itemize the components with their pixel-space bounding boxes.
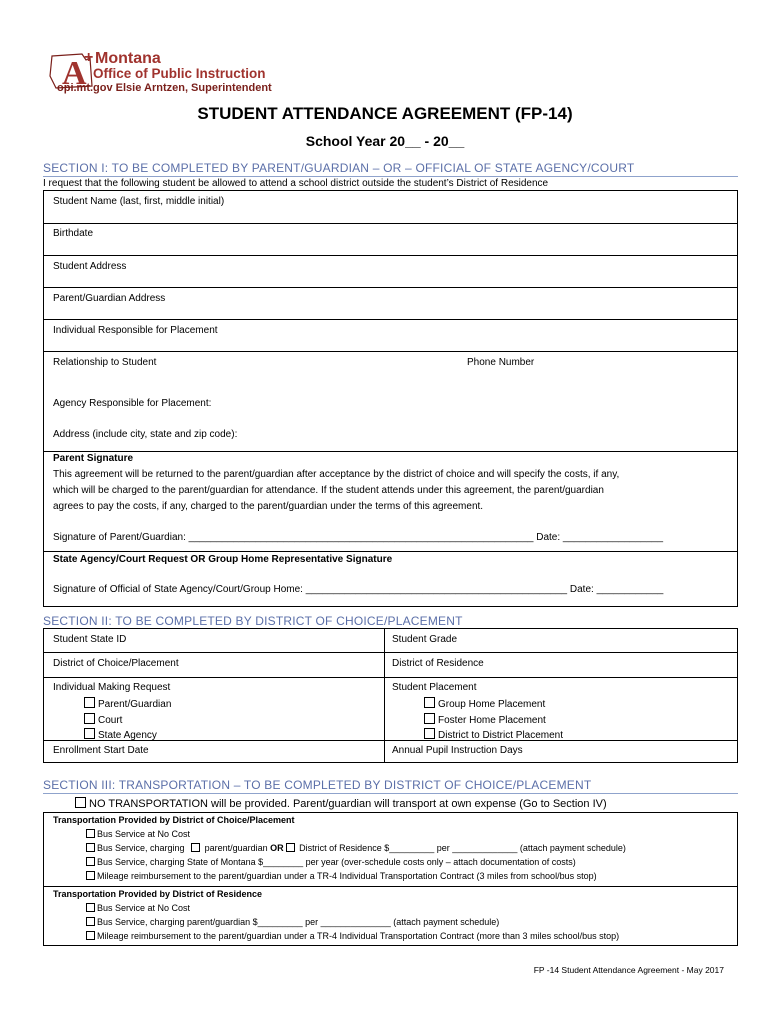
checkbox-icon[interactable]: [86, 931, 95, 940]
checkbox-icon[interactable]: [84, 697, 95, 708]
checkbox-icon[interactable]: [84, 728, 95, 739]
checkbox-icon[interactable]: [424, 697, 435, 708]
student-name-field[interactable]: Student Name (last, first, middle initial): [53, 196, 225, 207]
checkbox-icon[interactable]: [86, 829, 95, 838]
student-placement-label: Student Placement: [392, 682, 477, 693]
page-footer: FP -14 Student Attendance Agreement - May 2017: [533, 965, 724, 975]
checkbox-icon[interactable]: [86, 843, 95, 852]
district-residence-field[interactable]: District of Residence: [392, 658, 484, 669]
section2-heading: SECTION II: TO BE COMPLETED BY DISTRICT OF CHOICE/PLACEMENT: [43, 614, 463, 628]
student-state-id-field[interactable]: Student State ID: [53, 634, 127, 645]
section3-form: [43, 812, 738, 946]
parent-signature-text3: agrees to pay the costs, if any, charged to the parent/guardian under the terms of this agreement.: [53, 501, 484, 512]
request-option-agency[interactable]: State Agency: [84, 728, 157, 741]
logo-line1: Montana: [95, 50, 161, 67]
agency-address-field[interactable]: Address (include city, state and zip code):: [53, 429, 238, 440]
school-year: School Year 20__ - 20__: [305, 133, 465, 149]
request-option-parent[interactable]: Parent/Guardian: [84, 697, 171, 710]
district-choice-field[interactable]: District of Choice/Placement: [53, 658, 179, 669]
parent-signature-text2: which will be charged to the parent/guardian for attendance. If the student attends under this agreement, the parent/guardian: [53, 485, 604, 496]
placement-option-district[interactable]: District to District Placement: [424, 728, 563, 741]
checkbox-icon[interactable]: [86, 903, 95, 912]
checkbox-icon[interactable]: [86, 871, 95, 880]
phone-field[interactable]: Phone Number: [467, 357, 535, 368]
choice-opt-charging[interactable]: Bus Service, charging parent/guardian OR District of Residence $_________ per _____________ (attach payment schedule): [86, 843, 626, 853]
logo-line3: opi.mt.gov Elsie Arntzen, Superintendent: [57, 82, 272, 94]
parent-signature-line[interactable]: Signature of Parent/Guardian: ______________________________________________________________ Date: __________________: [53, 532, 664, 543]
enrollment-start-field[interactable]: Enrollment Start Date: [53, 745, 149, 756]
student-grade-field[interactable]: Student Grade: [392, 634, 458, 645]
section3-rule: [43, 793, 738, 794]
res-opt-mileage[interactable]: Mileage reimbursement to the parent/guardian under a TR-4 Individual Transportation Contract (more than 3 miles school/bus stop): [86, 931, 619, 941]
birthdate-field[interactable]: Birthdate: [53, 228, 94, 239]
parent-signature-text1: This agreement will be returned to the parent/guardian after acceptance by the district of choice and will specify the costs, if any,: [53, 469, 620, 480]
choice-transport-heading: Transportation Provided by District of Choice/Placement: [53, 815, 295, 825]
parent-signature-heading: Parent Signature: [53, 453, 134, 464]
res-opt-no-cost[interactable]: Bus Service at No Cost: [86, 903, 190, 913]
agency-signature-heading: State Agency/Court Request OR Group Home Representative Signature: [53, 554, 393, 565]
annual-days-field[interactable]: Annual Pupil Instruction Days: [392, 745, 523, 756]
no-transport-option[interactable]: NO TRANSPORTATION will be provided. Parent/guardian will transport at own expense (Go to Section IV): [75, 797, 607, 810]
placement-option-foster[interactable]: Foster Home Placement: [424, 713, 546, 726]
checkbox-icon[interactable]: [75, 797, 86, 808]
res-opt-charging[interactable]: Bus Service, charging parent/guardian $_________ per ______________ (attach payment schedule): [86, 917, 499, 927]
checkbox-icon[interactable]: [86, 917, 95, 926]
checkbox-icon[interactable]: [286, 843, 295, 852]
checkbox-icon[interactable]: [86, 857, 95, 866]
individual-responsible-field[interactable]: Individual Responsible for Placement: [53, 325, 218, 336]
checkbox-icon[interactable]: [191, 843, 200, 852]
svg-text:A: A: [62, 55, 87, 92]
page-title: STUDENT ATTENDANCE AGREEMENT (FP-14): [197, 104, 573, 123]
svg-text:+: +: [84, 49, 94, 66]
logo-line2: Office of Public Instruction: [93, 66, 266, 81]
choice-opt-state[interactable]: Bus Service, charging State of Montana $________ per year (over-schedule costs only – attach documentation of costs): [86, 857, 576, 867]
checkbox-icon[interactable]: [424, 728, 435, 739]
choice-opt-mileage[interactable]: Mileage reimbursement to the parent/guardian under a TR-4 Individual Transportation Contract (3 miles from school/bus stop): [86, 871, 597, 881]
choice-opt-no-cost[interactable]: Bus Service at No Cost: [86, 829, 190, 839]
agency-signature-line[interactable]: Signature of Official of State Agency/Court/Group Home: _______________________________________________ Date: ____________: [53, 584, 664, 595]
parent-address-field[interactable]: Parent/Guardian Address: [53, 293, 166, 304]
section1-form: [43, 190, 738, 607]
section1-rule: [43, 176, 738, 177]
section1-heading: SECTION I: TO BE COMPLETED BY PARENT/GUARDIAN – OR – OFFICIAL OF STATE AGENCY/COURT: [43, 161, 635, 175]
section3-heading: SECTION III: TRANSPORTATION – TO BE COMPLETED BY DISTRICT OF CHOICE/PLACEMENT: [43, 778, 592, 792]
placement-option-group[interactable]: Group Home Placement: [424, 697, 545, 710]
request-option-court[interactable]: Court: [84, 713, 122, 726]
checkbox-icon[interactable]: [84, 713, 95, 724]
checkbox-icon[interactable]: [424, 713, 435, 724]
individual-request-label: Individual Making Request: [53, 682, 171, 693]
agency-field[interactable]: Agency Responsible for Placement:: [53, 398, 212, 409]
residence-transport-heading: Transportation Provided by District of Residence: [53, 889, 263, 899]
section2-form: [43, 628, 738, 763]
section1-intro: I request that the following student be allowed to attend a school district outside the student’s District of Residence: [43, 178, 549, 189]
relationship-field[interactable]: Relationship to Student: [53, 357, 157, 368]
student-address-field[interactable]: Student Address: [53, 261, 127, 272]
